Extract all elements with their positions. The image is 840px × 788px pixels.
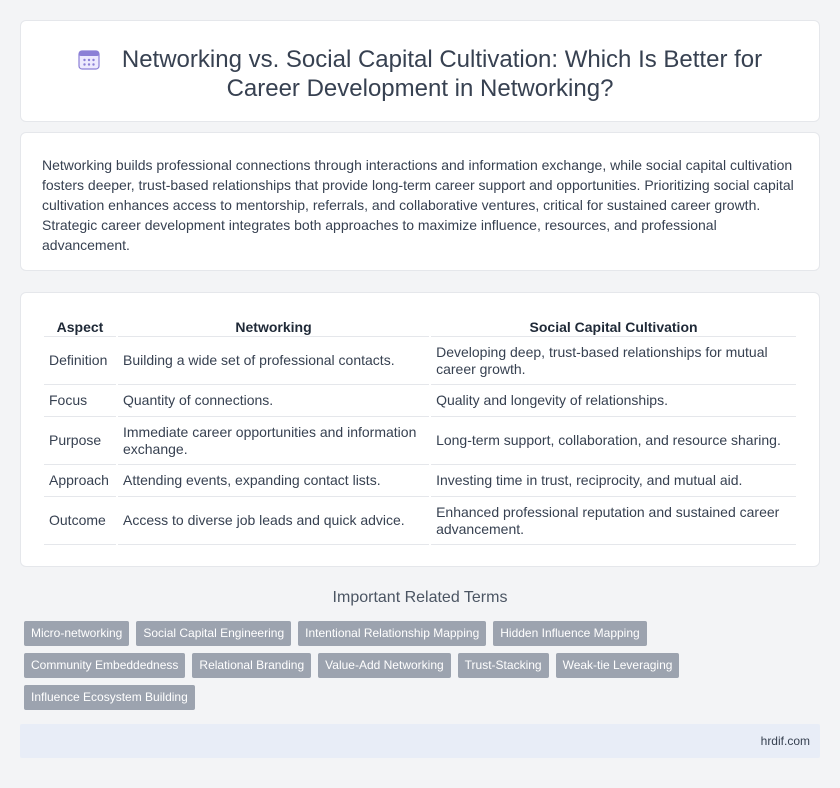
table-row	[44, 337, 796, 385]
row-aspect: Approach	[44, 465, 116, 497]
related-tag[interactable]: Influence Ecosystem Building	[24, 685, 195, 710]
row-social-capital: Investing time in trust, reciprocity, and mutual aid.	[431, 465, 796, 497]
table-row	[44, 497, 796, 545]
related-tag[interactable]: Relational Branding	[192, 653, 311, 678]
row-aspect: Focus	[44, 385, 116, 417]
row-social-capital: Quality and longevity of relationships.	[431, 385, 796, 417]
row-social-capital: Long-term support, collaboration, and resource sharing.	[431, 417, 796, 465]
footer	[20, 724, 820, 758]
row-aspect: Outcome	[44, 497, 116, 545]
related-tag[interactable]: Community Embeddedness	[24, 653, 185, 678]
related-tag[interactable]: Social Capital Engineering	[136, 621, 291, 646]
title-card	[20, 20, 820, 122]
row-aspect: Purpose	[44, 417, 116, 465]
row-social-capital: Developing deep, trust-based relationships for mutual career growth.	[431, 337, 796, 385]
summary-text: Networking builds professional connections through interactions and information exchange, while social capital cultivation fosters deeper, trust-based relationships that provide long-term career support and opportunities. Prioritizing social capital cultivation enhances access to mentorship, referrals, and collaborative ventures, critical for sustained career growth. Strategic career development integrates both approaches to maximize influence, resources, and professional advancement.	[42, 157, 794, 253]
title-line-1: Networking vs. Social Capital Cultivation: Which Is Better for	[121, 46, 763, 73]
table-row	[44, 385, 796, 417]
related-terms-tags	[24, 621, 704, 717]
row-networking: Access to diverse job leads and quick advice.	[118, 497, 429, 545]
summary-card	[20, 132, 820, 271]
page-title	[21, 45, 819, 103]
related-tag[interactable]: Weak-tie Leveraging	[556, 653, 680, 678]
related-tag[interactable]: Value-Add Networking	[318, 653, 451, 678]
header-social-capital: Social Capital Cultivation	[431, 315, 796, 337]
related-terms-title: Important Related Terms	[332, 589, 508, 606]
table-header-row	[44, 315, 796, 337]
row-networking: Attending events, expanding contact lists.	[118, 465, 429, 497]
row-networking: Quantity of connections.	[118, 385, 429, 417]
title-line-2: Career Development in Networking?	[226, 75, 614, 102]
table-row	[44, 417, 796, 465]
row-networking: Immediate career opportunities and information exchange.	[118, 417, 429, 465]
related-tag[interactable]: Micro-networking	[24, 621, 129, 646]
related-tag[interactable]: Hidden Influence Mapping	[493, 621, 646, 646]
related-tag[interactable]: Intentional Relationship Mapping	[298, 621, 486, 646]
related-tag[interactable]: Trust-Stacking	[458, 653, 549, 678]
calendar-icon	[78, 48, 100, 70]
header-networking: Networking	[118, 315, 429, 337]
row-networking: Building a wide set of professional contacts.	[118, 337, 429, 385]
comparison-table	[42, 315, 798, 545]
footer-site[interactable]: hrdif.com	[760, 734, 810, 748]
table-row	[44, 465, 796, 497]
row-aspect: Definition	[44, 337, 116, 385]
comparison-table-card	[20, 292, 820, 567]
header-aspect: Aspect	[44, 315, 116, 337]
row-social-capital: Enhanced professional reputation and sustained career advancement.	[431, 497, 796, 545]
